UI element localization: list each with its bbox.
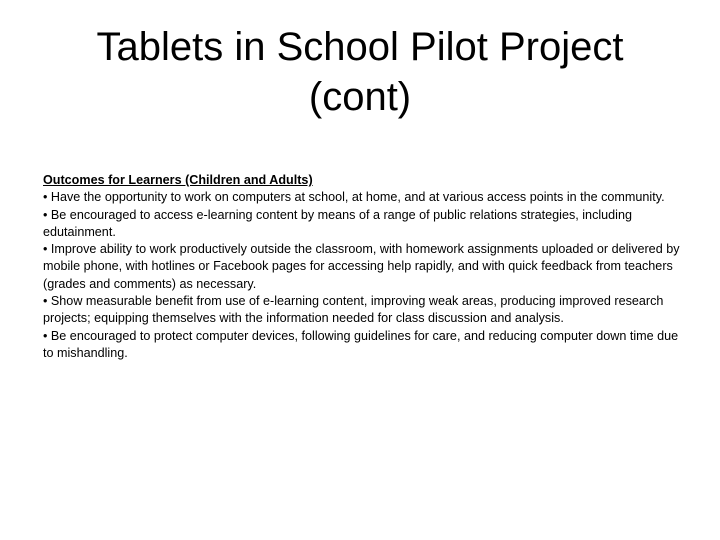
slide-title-line-1: Tablets in School Pilot Project xyxy=(96,25,624,69)
bullet-item: • Show measurable benefit from use of e-learning content, improving weak areas, producing improved research projects; equipping themselves with the information needed for class discussion and analysis. xyxy=(43,294,664,326)
bullet-item: • Have the opportunity to work on computers at school, at home, and at various access points in the community. xyxy=(43,190,665,205)
bullet-item: • Be encouraged to protect computer devices, following guidelines for care, and reducing computer down time due to mishandling. xyxy=(43,328,679,360)
slide-title-line-2: (cont) xyxy=(308,75,412,119)
slide-body xyxy=(43,172,685,362)
bullet-item: • Improve ability to work productively outside the classroom, with homework assignments uploaded or delivered by mobile phone, with hotlines or Facebook pages for accessing help rapidly, and with quick feedback from teachers (grades and comments) as necessary. xyxy=(43,242,680,291)
section-heading: Outcomes for Learners (Children and Adults) xyxy=(43,173,313,187)
slide-title xyxy=(60,22,660,122)
bullet-item: • Be encouraged to access e-learning content by means of a range of public relations strategies, including edutainment. xyxy=(43,207,632,239)
